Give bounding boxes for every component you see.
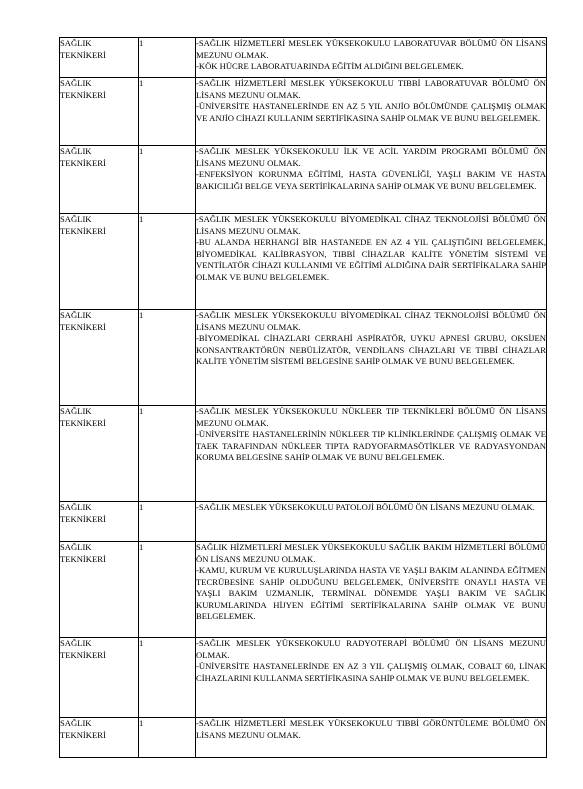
requirements-cell bbox=[196, 638, 547, 718]
requirement-line: -SAĞLIK MESLEK YÜKSEKOKULU PATOLOJİ BÖLÜMÜ ÖN LİSANS MEZUNU OLMAK. bbox=[196, 502, 535, 512]
requirements-table bbox=[59, 37, 547, 758]
requirement-line: -SAĞLIK HİZMETLERİ MESLEK YÜKSEKOKULU TIBBİ LABORATUVAR BÖLÜMÜ ÖN LİSANS MEZUNU OLMAK. bbox=[196, 78, 546, 100]
position-title-cell: SAĞLIK TEKNİKERİ bbox=[60, 406, 139, 502]
requirement-line: -ÜNİVERSİTE HASTANELERİNİN NÜKLEER TIP KLİNİKLERİNDE ÇALIŞMIŞ OLMAK VE TAEK TARAFINDAN NÜKLEER TIPTA RADYOFARMASÖTİKLER VE RADYASYONDAN KORUMA BELGESİNE SAHİP OLMAK VE BUNU BELGELEMEK. bbox=[196, 429, 546, 462]
table-row bbox=[60, 502, 547, 542]
requirements-cell bbox=[196, 38, 547, 78]
position-count-cell: 1 bbox=[139, 146, 196, 214]
requirement-line: -ÜNİVERSİTE HASTANELERİNDE EN AZ 3 YIL ÇALIŞMIŞ OLMAK, COBALT 60, LİNAK CİHAZLARINI KULLANMA SERTİFİKASINA SAHİP OLMAK VE BUNU BELGELEMEK. bbox=[196, 661, 546, 683]
requirements-cell bbox=[196, 310, 547, 406]
requirement-line: -KAMU, KURUM VE KURULUŞLARINDA HASTA VE YAŞLI BAKIM ALANINDA EĞİTMEN TECRÜBESİNE SAHİP OLDUĞUNU BELGELEMEK, ÜNİVERSİTE ONAYLI HASTA VE YAŞLI BAKIM UZMANLIK, TERMİNAL DÖNEMDE YAŞLI BAKIM VE SAĞLIK KURUMLARINDA HİJYEN EĞİTİMİ SERTİFİKALARINA SAHİP OLMAK VE BUNU BELGELEMEK. bbox=[196, 565, 546, 621]
requirement-line: -SAĞLIK MESLEK YÜKSEKOKULU BİYOMEDİKAL CİHAZ TEKNOLOJİSİ BÖLÜMÜ ÖN LİSANS MEZUNU OLMAK. bbox=[196, 310, 546, 332]
requirements-cell bbox=[196, 214, 547, 310]
position-count-cell: 1 bbox=[139, 718, 196, 758]
requirements-cell bbox=[196, 718, 547, 758]
position-title-cell: SAĞLIK TEKNİKERİ bbox=[60, 542, 139, 638]
table-row bbox=[60, 638, 547, 718]
requirements-cell bbox=[196, 542, 547, 638]
requirement-line: -SAĞLIK MESLEK YÜKSEKOKULU RADYOTERAPİ BÖLÜMÜ ÖN LİSANS MEZUNU OLMAK. bbox=[196, 638, 546, 660]
requirement-line: -ENFEKSİYON KORUNMA EĞİTİMİ, HASTA GÜVENLİĞİ, YAŞLI BAKIM VE HASTA BAKICILIĞI BELGE VEYA SERTİFİKALARINA SAHİP OLMAK VE BUNU BELGELEMEK. bbox=[196, 169, 546, 191]
position-title-cell: SAĞLIK TEKNİKERİ bbox=[60, 146, 139, 214]
table-row bbox=[60, 406, 547, 502]
requirement-line: -KÖK HÜCRE LABORATUARINDA EĞİTİM ALDIĞINI BELGELEMEK. bbox=[196, 61, 464, 71]
position-title-cell: SAĞLIK TEKNİKERİ bbox=[60, 718, 139, 758]
position-count-cell: 1 bbox=[139, 542, 196, 638]
position-title-cell: SAĞLIK TEKNİKERİ bbox=[60, 310, 139, 406]
requirement-line: -SAĞLIK MESLEK YÜKSEKOKULU BİYOMEDİKAL CİHAZ TEKNOLOJİSİ BÖLÜMÜ ÖN LİSANS MEZUNU OLMAK. bbox=[196, 214, 546, 236]
requirement-line: -SAĞLIK MESLEK YÜKSEKOKULU İLK VE ACİL YARDIM PROGRAMI BÖLÜMÜ ÖN LİSANS MEZUNU OLMAK. bbox=[196, 146, 546, 168]
requirement-line: -BU ALANDA HERHANGİ BİR HASTANEDE EN AZ 4 YIL ÇALIŞTIĞINI BELGELEMEK, BİYOMEDİKAL KALİBRASYON, TIBBİ CİHAZLAR KALİTE YÖNETİM SİSTEMİ VE VENTİLATÖR CİHAZI KULLANIMI VE EĞİTİMİ ALDIĞINA DAİR SERTİFİKALARA SAHİP OLMAK VE BUNU BELGELEMEK. bbox=[196, 237, 546, 282]
requirements-table-body bbox=[60, 38, 547, 758]
table-row bbox=[60, 146, 547, 214]
requirement-line: -ÜNİVERSİTE HASTANELERİNDE EN AZ 5 YIL ANJİO BÖLÜMÜNDE ÇALIŞMIŞ OLMAK VE ANJİO CİHAZI KULLANIM SERTİFİKASINA SAHİP OLMAK VE BUNU BELGELEMEK. bbox=[196, 101, 546, 123]
position-count-cell: 1 bbox=[139, 406, 196, 502]
table-row bbox=[60, 718, 547, 758]
requirement-line: -SAĞLIK HİZMETLERİ MESLEK YÜKSEKOKULU TIBBİ GÖRÜNTÜLEME BÖLÜMÜ ÖN LİSANS MEZUNU OLMAK. bbox=[196, 718, 546, 740]
table-row bbox=[60, 542, 547, 638]
position-count-cell: 1 bbox=[139, 38, 196, 78]
table-row bbox=[60, 78, 547, 146]
requirement-line: -SAĞLIK HİZMETLERİ MESLEK YÜKSEKOKULU LABORATUVAR BÖLÜMÜ ÖN LİSANS MEZUNU OLMAK. bbox=[196, 38, 546, 60]
position-count-cell: 1 bbox=[139, 310, 196, 406]
table-row bbox=[60, 310, 547, 406]
position-count-cell: 1 bbox=[139, 638, 196, 718]
position-title-cell: SAĞLIK TEKNİKERİ bbox=[60, 502, 139, 542]
table-row bbox=[60, 214, 547, 310]
requirement-line: -SAĞLIK MESLEK YÜKSEKOKULU NÜKLEER TIP TEKNİKLERİ BÖLÜMÜ ÖN LİSANS MEZUNU OLMAK. bbox=[196, 406, 546, 428]
position-count-cell: 1 bbox=[139, 214, 196, 310]
position-title-cell: SAĞLIK TEKNİKERİ bbox=[60, 38, 139, 78]
table-row bbox=[60, 38, 547, 78]
requirements-cell bbox=[196, 78, 547, 146]
position-count-cell: 1 bbox=[139, 502, 196, 542]
requirements-cell bbox=[196, 502, 547, 542]
requirements-cell bbox=[196, 406, 547, 502]
requirement-line: SAĞLIK HİZMETLERİ MESLEK YÜKSEKOKULU SAĞLIK BAKIM HİZMETLERİ BÖLÜMÜ ÖN LİSANS MEZUNU OLMAK. bbox=[196, 542, 546, 564]
position-title-cell: SAĞLIK TEKNİKERİ bbox=[60, 638, 139, 718]
position-title-cell: SAĞLIK TEKNİKERİ bbox=[60, 78, 139, 146]
requirement-line: -BİYOMEDİKAL CİHAZLARI CERRAHİ ASPİRATÖR, UYKU APNESİ GRUBU, OKSİJEN KONSANTRAKTÖRÜN NEBÜLİZATÖR, VENDİLANS CİHAZLARI VE TIBBİ CİHAZLAR KALİTE YÖNETİM SİSTEMİ BELGESİNE SAHİP OLMAK VE BUNU BELGELEMEK. bbox=[196, 333, 546, 366]
position-title-cell: SAĞLIK TEKNİKERİ bbox=[60, 214, 139, 310]
requirements-cell bbox=[196, 146, 547, 214]
position-count-cell: 1 bbox=[139, 78, 196, 146]
